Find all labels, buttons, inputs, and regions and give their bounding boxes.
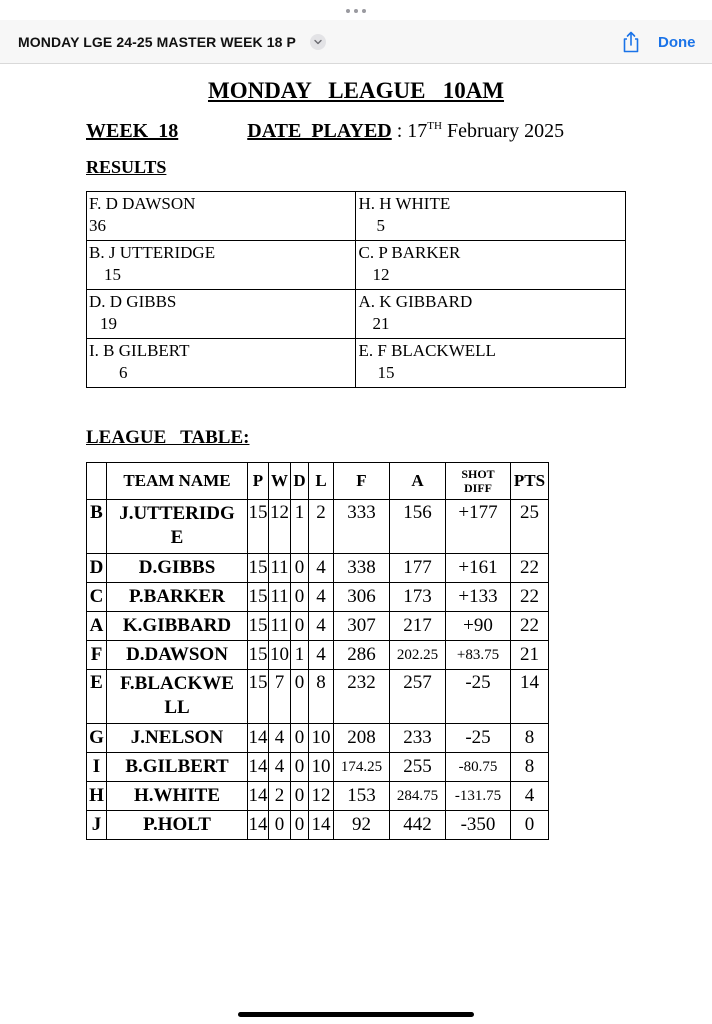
team-letter: D	[87, 554, 107, 583]
team-letter: G	[87, 724, 107, 753]
player-name: I. B GILBERT	[89, 341, 190, 360]
team-name: B.GILBERT	[107, 753, 248, 782]
team-letter: J	[87, 811, 107, 840]
shots-against: 257	[390, 670, 446, 724]
league-table	[86, 462, 549, 840]
drawn: 0	[291, 753, 309, 782]
league-header-row	[87, 463, 549, 500]
table-row	[87, 612, 549, 641]
document-title[interactable]: MONDAY LGE 24-25 MASTER WEEK 18 P	[18, 34, 296, 50]
shot-diff: -25	[446, 724, 511, 753]
shots-against: 177	[390, 554, 446, 583]
result-cell	[87, 339, 356, 388]
player-name: A. K GIBBARD	[358, 292, 473, 311]
shot-diff: -350	[446, 811, 511, 840]
shots-against: 217	[390, 612, 446, 641]
player-score: 21	[372, 314, 390, 333]
lost: 4	[309, 583, 334, 612]
won: 2	[269, 782, 291, 811]
more-dots-icon[interactable]	[346, 8, 366, 14]
result-cell	[87, 192, 356, 241]
date-separator: : 17	[391, 120, 428, 142]
shots-for: 174.25	[334, 753, 390, 782]
drawn: 1	[291, 641, 309, 670]
points: 4	[511, 782, 549, 811]
header-played: P	[248, 463, 269, 500]
table-row	[87, 782, 549, 811]
player-score: 15	[377, 363, 395, 382]
lost: 2	[309, 500, 334, 554]
result-cell	[87, 290, 356, 339]
shot-diff: +161	[446, 554, 511, 583]
chevron-down-icon[interactable]	[310, 34, 326, 50]
shots-against: 156	[390, 500, 446, 554]
date-suffix: TH	[427, 120, 442, 132]
team-name: J.NELSON	[107, 724, 248, 753]
shots-for: 333	[334, 500, 390, 554]
played: 14	[248, 811, 269, 840]
result-row	[87, 241, 626, 290]
table-row	[87, 670, 549, 724]
points: 22	[511, 583, 549, 612]
team-letter: B	[87, 500, 107, 554]
played: 15	[248, 641, 269, 670]
shots-for: 232	[334, 670, 390, 724]
drawn: 0	[291, 782, 309, 811]
header-won: W	[269, 463, 291, 500]
team-name: H.WHITE	[107, 782, 248, 811]
team-name: K.GIBBARD	[107, 612, 248, 641]
header-lost: L	[309, 463, 334, 500]
home-indicator	[238, 1012, 474, 1017]
result-cell	[356, 192, 626, 241]
results-table	[86, 191, 626, 388]
lost: 10	[309, 753, 334, 782]
shot-diff: +83.75	[446, 641, 511, 670]
lost: 4	[309, 612, 334, 641]
player-name: F. D DAWSON	[89, 194, 196, 213]
shots-for: 306	[334, 583, 390, 612]
league-table-label: LEAGUE TABLE:	[86, 427, 250, 448]
team-letter: E	[87, 670, 107, 724]
won: 7	[269, 670, 291, 724]
won: 12	[269, 500, 291, 554]
shots-for: 153	[334, 782, 390, 811]
header-team-name: TEAM NAME	[107, 463, 248, 500]
lost: 8	[309, 670, 334, 724]
header-drawn: D	[291, 463, 309, 500]
drawn: 0	[291, 724, 309, 753]
shot-diff: +133	[446, 583, 511, 612]
team-letter: F	[87, 641, 107, 670]
lost: 10	[309, 724, 334, 753]
result-cell	[356, 241, 626, 290]
lost: 4	[309, 554, 334, 583]
points: 0	[511, 811, 549, 840]
shots-for: 92	[334, 811, 390, 840]
table-row	[87, 641, 549, 670]
won: 11	[269, 554, 291, 583]
shot-diff: -80.75	[446, 753, 511, 782]
played: 15	[248, 500, 269, 554]
date-played-label: DATE PLAYED	[247, 120, 392, 142]
team-name: P.BARKER	[107, 583, 248, 612]
done-button[interactable]: Done	[658, 34, 696, 51]
shots-against: 284.75	[390, 782, 446, 811]
lost: 12	[309, 782, 334, 811]
team-name: D.DAWSON	[107, 641, 248, 670]
results-label: RESULTS	[86, 157, 167, 177]
player-score: 12	[372, 265, 390, 284]
header-points: PTS	[511, 463, 549, 500]
played: 15	[248, 583, 269, 612]
won: 10	[269, 641, 291, 670]
shots-against: 442	[390, 811, 446, 840]
shots-against: 202.25	[390, 641, 446, 670]
table-row	[87, 554, 549, 583]
table-row	[87, 811, 549, 840]
player-name: B. J UTTERIDGE	[89, 243, 216, 262]
shots-for: 208	[334, 724, 390, 753]
table-row	[87, 500, 549, 554]
shots-against: 255	[390, 753, 446, 782]
header-for: F	[334, 463, 390, 500]
points: 8	[511, 753, 549, 782]
drawn: 0	[291, 670, 309, 724]
table-row	[87, 583, 549, 612]
played: 15	[248, 670, 269, 724]
played: 14	[248, 753, 269, 782]
player-name: C. P BARKER	[358, 243, 461, 262]
points: 25	[511, 500, 549, 554]
share-icon[interactable]	[621, 31, 641, 53]
player-score: 6	[119, 363, 128, 382]
won: 0	[269, 811, 291, 840]
played: 14	[248, 782, 269, 811]
drawn: 0	[291, 583, 309, 612]
team-letter: A	[87, 612, 107, 641]
header-shot-diff: SHOT DIFF	[446, 463, 511, 500]
date-rest: February 2025	[441, 120, 565, 142]
document-toolbar	[0, 20, 712, 64]
player-score: 5	[376, 216, 385, 235]
drawn: 1	[291, 500, 309, 554]
header-letter	[87, 463, 107, 500]
player-score: 19	[100, 314, 117, 333]
result-cell	[356, 339, 626, 388]
player-name: D. D GIBBS	[89, 292, 177, 311]
team-letter: H	[87, 782, 107, 811]
shots-against: 233	[390, 724, 446, 753]
player-score: 15	[104, 265, 121, 284]
player-name: E. F BLACKWELL	[358, 341, 496, 360]
played: 14	[248, 724, 269, 753]
team-name: F.BLACKWE LL	[107, 670, 248, 724]
shots-against: 173	[390, 583, 446, 612]
shot-diff: -25	[446, 670, 511, 724]
player-score: 36	[89, 216, 106, 235]
result-cell	[356, 290, 626, 339]
drawn: 0	[291, 612, 309, 641]
shot-diff: -131.75	[446, 782, 511, 811]
shots-for: 307	[334, 612, 390, 641]
played: 15	[248, 554, 269, 583]
week-date-line	[86, 120, 564, 143]
won: 11	[269, 612, 291, 641]
result-cell	[87, 241, 356, 290]
won: 11	[269, 583, 291, 612]
lost: 4	[309, 641, 334, 670]
shots-for: 286	[334, 641, 390, 670]
result-row	[87, 192, 626, 241]
team-name: J.UTTERIDG E	[107, 500, 248, 554]
shot-diff: +177	[446, 500, 511, 554]
points: 22	[511, 554, 549, 583]
shots-for: 338	[334, 554, 390, 583]
points: 14	[511, 670, 549, 724]
points: 22	[511, 612, 549, 641]
player-name: H. H WHITE	[358, 194, 451, 213]
team-name: D.GIBBS	[107, 554, 248, 583]
won: 4	[269, 724, 291, 753]
shot-diff: +90	[446, 612, 511, 641]
points: 21	[511, 641, 549, 670]
drawn: 0	[291, 554, 309, 583]
document-heading: MONDAY LEAGUE 10AM	[207, 78, 505, 103]
result-row	[87, 290, 626, 339]
table-row	[87, 753, 549, 782]
won: 4	[269, 753, 291, 782]
table-row	[87, 724, 549, 753]
result-row	[87, 339, 626, 388]
team-name: P.HOLT	[107, 811, 248, 840]
team-letter: C	[87, 583, 107, 612]
points: 8	[511, 724, 549, 753]
team-letter: I	[87, 753, 107, 782]
week-label: WEEK 18	[86, 120, 179, 142]
played: 15	[248, 612, 269, 641]
drawn: 0	[291, 811, 309, 840]
lost: 14	[309, 811, 334, 840]
header-against: A	[390, 463, 446, 500]
